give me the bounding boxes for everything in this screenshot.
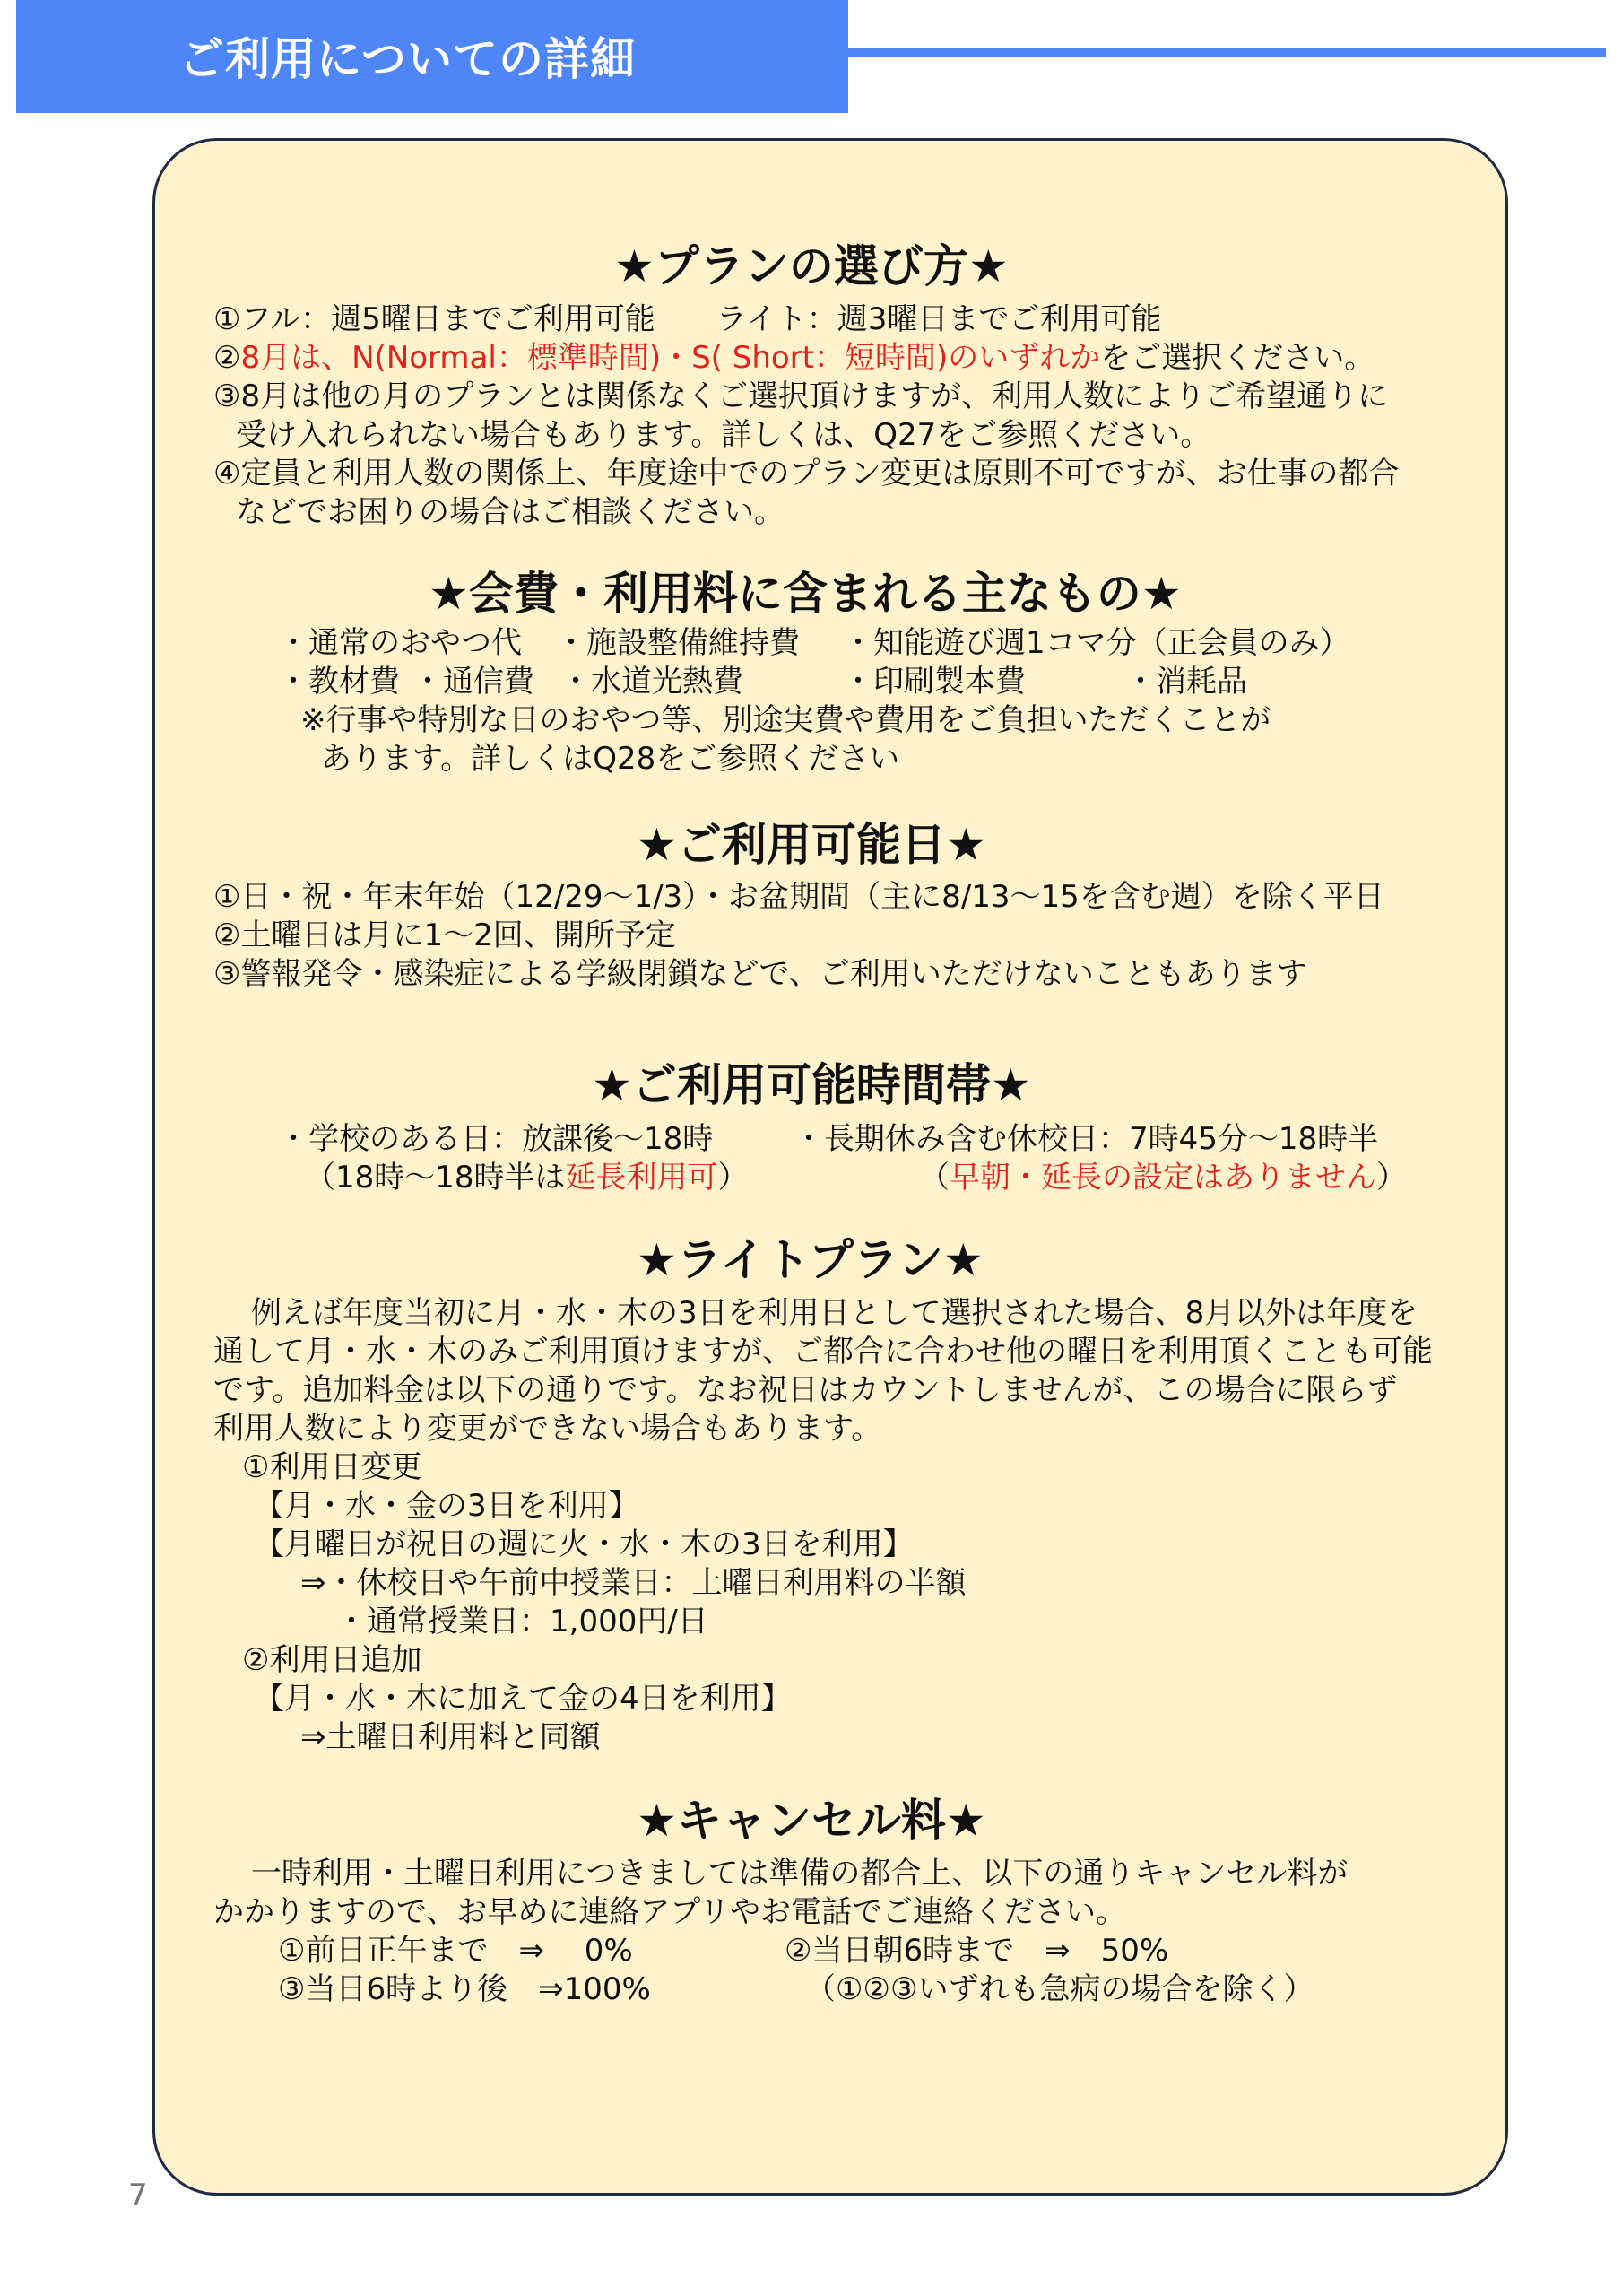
fees-note-2: あります。詳しくはQ28をご参照ください [321,741,900,777]
fees-item-printing: ・印刷製本費 [843,664,1026,700]
hours-extension-available: 延長利用可 [565,1160,718,1196]
days-line-2: ②土曜日は月に1～2回、開所予定 [213,918,676,953]
days-line-1: ①日・祝・年末年始（12/29～1/3）・お盆期間（主に8/13～15を含む週）を除く平日 [213,879,1384,915]
fees-item-consumables: ・消耗品 [1125,664,1247,700]
hours-school-day-note-suffix: ） [717,1160,749,1196]
cancel-paragraph-1: 一時利用・土曜日利用につきましては準備の都合上、以下の通りキャンセル料が [251,1856,1349,1892]
hours-school-day-note-prefix: （18時～18時半は [305,1160,566,1196]
plan-line-1: ①フル：週5曜日までご利用可能 ライト：週3曜日までご利用可能 [213,301,1162,337]
hours-holiday-note-prefix: （ [919,1160,950,1196]
fees-item-brain-games: ・知能遊び週1コマ分（正会員のみ） [843,625,1350,661]
plan-line-2 [213,340,1375,376]
hours-heading: ★ご利用可能時間帯★ [592,1059,1031,1111]
cancel-fee-previous-day: ①前日正午まで ⇒ 0% [278,1933,633,1969]
plan-line-2-suffix: をご選択ください。 [1100,340,1375,376]
hours-holiday-note-suffix: ） [1376,1160,1407,1196]
days-line-3: ③警報発令・感染症による学級閉鎖などで、ご利用いただけないこともあります [213,956,1307,992]
light-paragraph-2: 通して月・水・木のみご利用頂けますが、ご都合に合わせ他の曜日を利用頂くことも可能 [213,1334,1433,1370]
cancel-fee-same-morning: ②当日朝6時まで ⇒ 50% [785,1933,1169,1969]
light-paragraph-4: 利用人数により変更ができない場合もあります。 [213,1411,882,1447]
plan-line-2-highlight: 8月は、N(Normal：標準時間)・S( Short：短時間)のいずれか [240,340,1101,376]
fees-item-communication: ・通信費 [412,664,534,700]
light-add-example: 【月・水・木に加えて金の4日を利用】 [254,1681,792,1717]
fees-item-snack: ・通常のおやつ代 [278,625,522,661]
light-paragraph-3: です。追加料金は以下の通りです。なお祝日はカウントしませんが、この場合に限らず [213,1372,1398,1408]
fees-item-facility: ・施設整備維持費 [556,625,800,661]
hours-no-early-extension: 早朝・延長の設定はありません [950,1160,1376,1196]
days-heading: ★ご利用可能日★ [637,819,986,871]
light-change-fee-2: ・通常授業日：1,000円/日 [336,1604,708,1639]
header-rule [848,48,1606,57]
light-change-example-2: 【月曜日が祝日の週に火・水・木の3日を利用】 [254,1526,914,1562]
light-paragraph-1: 例えば年度当初に月・水・木の3日を利用日として選択された場合、8月以外は年度を [251,1295,1418,1331]
fees-item-materials: ・教材費 [278,664,400,700]
plan-line-6: などでお困りの場合はご相談ください。 [236,494,785,530]
hours-holiday-note [919,1160,1407,1196]
fees-heading: ★会費・利用料に含まれる主なもの★ [429,568,1182,620]
cancel-fee-note: （①②③いずれも急病の場合を除く） [805,1971,1314,2007]
plan-line-4: 受け入れられない場合もあります。詳しくは、Q27をご参照ください。 [236,417,1211,453]
hours-school-day-note [305,1160,749,1196]
light-heading: ★ライトプラン★ [637,1234,984,1286]
plan-line-5: ④定員と利用人数の関係上、年度途中でのプラン変更は原則不可ですが、お仕事の都合 [213,456,1400,491]
cancel-fee-after-6: ③当日6時より後 ⇒100% [278,1971,651,2007]
fees-item-utilities: ・水道光熱費 [560,664,743,700]
hours-school-day: ・学校のある日：放課後～18時 [278,1121,714,1157]
light-change-example-1: 【月・水・金の3日を利用】 [254,1488,639,1524]
cancel-paragraph-2: かかりますので、お早めに連絡アプリやお電話でご連絡ください。 [213,1894,1126,1930]
light-change-fee-1: ⇒・休校日や午前中授業日：土曜日利用料の半額 [300,1565,967,1601]
light-add-title: ②利用日追加 [242,1642,422,1678]
page-title: ご利用についての詳細 [179,33,636,85]
plan-line-3: ③8月は他の月のプランとは関係なくご選択頂けますが、利用人数によりご希望通りに [213,378,1389,414]
light-change-title: ①利用日変更 [242,1449,422,1485]
hours-holiday: ・長期休み含む休校日：7時45分～18時半 [794,1121,1379,1157]
page-number: 7 [128,2178,148,2213]
plan-heading: ★プランの選び方★ [614,240,1009,292]
fees-note-1: ※行事や特別な日のおやつ等、別途実費や費用をご負担いただくことが [300,702,1271,738]
cancel-heading: ★キャンセル料★ [637,1795,986,1847]
light-add-fee: ⇒土曜日利用料と同額 [300,1719,601,1755]
plan-line-2-prefix: ② [213,340,241,376]
